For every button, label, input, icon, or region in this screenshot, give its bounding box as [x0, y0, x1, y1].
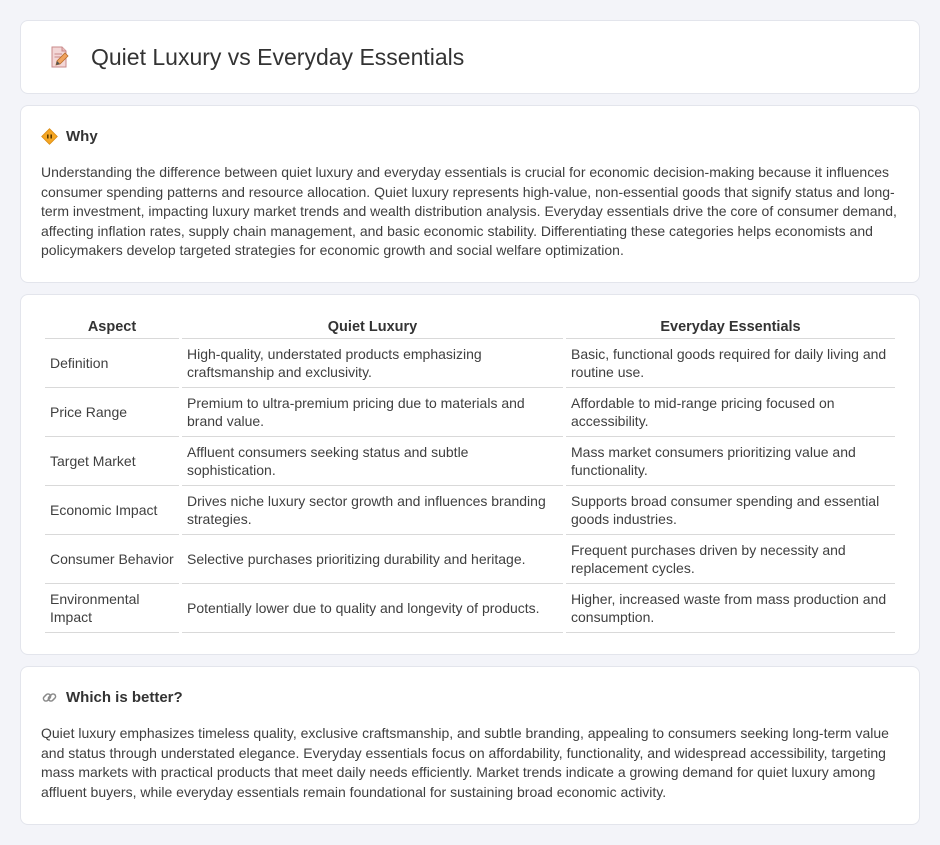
diamond-sign-icon: [41, 128, 58, 145]
why-section: [20, 105, 920, 283]
header-aspect: Aspect: [45, 317, 179, 339]
why-title: Why: [66, 128, 98, 145]
everyday-essentials-cell: Basic, functional goods required for daily living and routine use.: [566, 339, 895, 388]
header-quiet-luxury: Quiet Luxury: [182, 317, 563, 339]
comparison-card: [20, 294, 920, 655]
quiet-luxury-cell: Potentially lower due to quality and longevity of products.: [182, 584, 563, 633]
title-card: [20, 20, 920, 94]
table-row: [45, 437, 895, 486]
everyday-essentials-cell: Mass market consumers prioritizing value and functionality.: [566, 437, 895, 486]
everyday-essentials-cell: Supports broad consumer spending and essential goods industries.: [566, 486, 895, 535]
page-title: Quiet Luxury vs Everyday Essentials: [91, 43, 465, 70]
aspect-cell: Environmental Impact: [45, 584, 179, 633]
document-pencil-icon: [47, 45, 71, 69]
link-icon: [41, 689, 58, 706]
better-title: Which is better?: [66, 689, 183, 706]
table-header-row: [45, 317, 895, 339]
quiet-luxury-cell: Premium to ultra-premium pricing due to materials and brand value.: [182, 388, 563, 437]
why-header: [41, 128, 899, 145]
table-row: [45, 584, 895, 633]
better-header: [41, 689, 899, 706]
which-is-better-section: [20, 666, 920, 825]
quiet-luxury-cell: High-quality, understated products emphasizing craftsmanship and exclusivity.: [182, 339, 563, 388]
everyday-essentials-cell: Affordable to mid-range pricing focused on accessibility.: [566, 388, 895, 437]
aspect-cell: Target Market: [45, 437, 179, 486]
table-row: [45, 486, 895, 535]
table-row: [45, 535, 895, 584]
header-everyday-essentials: Everyday Essentials: [566, 317, 895, 339]
everyday-essentials-cell: Frequent purchases driven by necessity and replacement cycles.: [566, 535, 895, 584]
better-text: Quiet luxury emphasizes timeless quality, exclusive craftsmanship, and subtle branding, appealing to consumers seeking long-term value and status through understated elegance. Everyday essentials focus on affordability, functionality, and widespread accessibility, targeting mass markets with practical products that meet daily needs efficiently. Market trends indicate a growing demand for quiet luxury among affluent buyers, while everyday essentials remain foundational for sustaining broad economic activity.: [41, 725, 889, 800]
why-text: Understanding the difference between quiet luxury and everyday essentials is crucial for economic decision-making because it influences consumer spending patterns and resource allocation. Quiet luxury represents high-value, non-essential goods that signify status and long-term investment, impacting luxury market trends and wealth distribution analysis. Everyday essentials drive the core of consumer demand, affecting inflation rates, supply chain management, and basic economic stability. Differentiating these categories helps economists and policymakers develop targeted strategies for economic growth and social welfare optimization.: [41, 164, 897, 258]
aspect-cell: Definition: [45, 339, 179, 388]
comparison-table: [42, 317, 898, 633]
quiet-luxury-cell: Drives niche luxury sector growth and influences branding strategies.: [182, 486, 563, 535]
aspect-cell: Price Range: [45, 388, 179, 437]
quiet-luxury-cell: Selective purchases prioritizing durability and heritage.: [182, 535, 563, 584]
aspect-cell: Economic Impact: [45, 486, 179, 535]
everyday-essentials-cell: Higher, increased waste from mass production and consumption.: [566, 584, 895, 633]
table-row: [45, 339, 895, 388]
aspect-cell: Consumer Behavior: [45, 535, 179, 584]
quiet-luxury-cell: Affluent consumers seeking status and subtle sophistication.: [182, 437, 563, 486]
table-row: [45, 388, 895, 437]
